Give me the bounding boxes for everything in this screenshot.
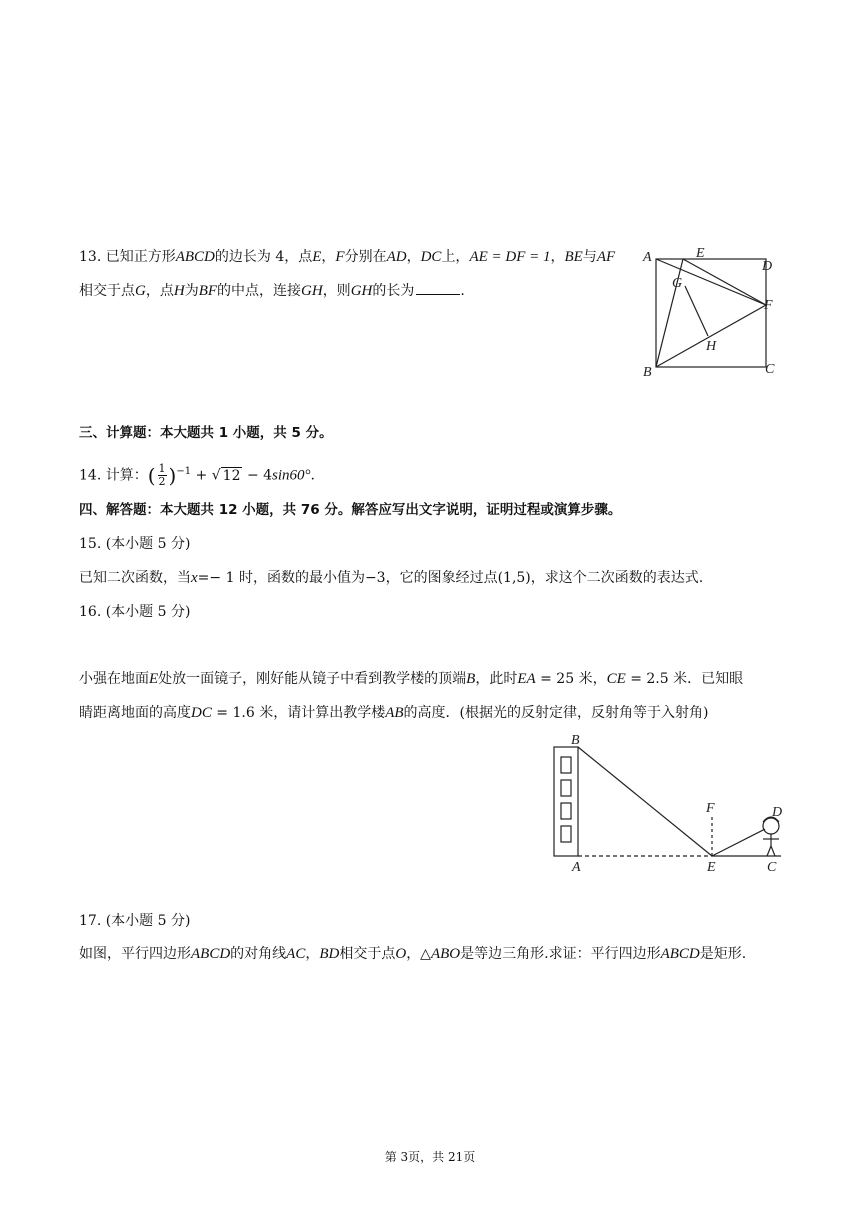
paren-open: (: [147, 463, 156, 488]
text: ，: [406, 249, 421, 265]
text: = 1.6 米，请计算出教学楼: [211, 705, 386, 721]
label-g: G: [672, 276, 683, 291]
text: 的长为: [372, 283, 415, 299]
math-var: G: [135, 283, 146, 299]
text: ，: [305, 946, 320, 962]
q17-head: 17. (本小题 5 分): [79, 913, 191, 929]
text: ，点: [145, 283, 174, 299]
building-window-4: [561, 826, 571, 842]
label-f: F: [706, 801, 715, 816]
label-e: E: [696, 246, 705, 261]
math-var: DC: [420, 249, 442, 265]
sqrt-sign: √: [211, 467, 221, 484]
math-var: AD: [386, 249, 407, 265]
building: [554, 747, 578, 856]
math-var: BE: [564, 249, 583, 265]
text: 是矩形.: [699, 946, 747, 962]
section-3-heading: 三、计算题：本大题共 1 小题，共 5 分。: [79, 425, 333, 441]
text: ，此时: [475, 671, 518, 687]
paren-close: ): [168, 463, 177, 488]
label-a: A: [572, 860, 581, 875]
text: =− 1 时，函数的最小值为−3，它的图象经过点(1,5)，求这个二次函数的表达式.: [197, 570, 704, 586]
q15-head: 15. (本小题 5 分): [79, 536, 191, 552]
text: 的边长为 4，点: [214, 249, 313, 265]
label-c: C: [767, 860, 777, 875]
math-var: AF: [596, 249, 616, 265]
label-h: H: [706, 339, 717, 354]
math-var: F: [335, 249, 345, 265]
text: .: [460, 283, 465, 299]
page-footer: 第 3页，共 21页: [384, 1150, 476, 1164]
math-var: H: [173, 283, 185, 299]
person-leg-left: [767, 846, 771, 856]
q13-line2: [79, 280, 465, 301]
label-a: A: [643, 250, 652, 265]
math-var: E: [149, 671, 159, 687]
sqrt-arg: 12: [222, 467, 241, 484]
text: 处放一面镜子，刚好能从镜子中看到教学楼的顶端: [158, 671, 467, 687]
math-var: ABCD: [175, 249, 215, 265]
ray-be: [578, 747, 712, 856]
math-var: ABO: [430, 946, 461, 962]
label-b: B: [571, 733, 580, 748]
text: 已知二次函数，当: [79, 570, 191, 586]
denominator: 2: [158, 475, 166, 489]
building-window-1: [561, 757, 571, 773]
text: ，△: [406, 946, 431, 962]
math-var: GH: [301, 283, 323, 299]
text: 的高度．(根据光的反射定律，反射角等于入射角): [403, 705, 709, 721]
label-f: F: [764, 298, 773, 313]
q16-mirror-figure: [545, 730, 790, 875]
math-var: EA: [517, 671, 536, 687]
segment-gh: [685, 286, 708, 336]
building-window-3: [561, 803, 571, 819]
section-4-heading: 四、解答题：本大题共 12 小题，共 76 分。解答应写出文字说明，证明过程或演算步骤。: [79, 502, 622, 518]
text: 相交于点: [339, 946, 396, 962]
text: 与: [582, 249, 597, 265]
text: ，则: [322, 283, 351, 299]
building-window-2: [561, 780, 571, 796]
q13-square-figure: [640, 243, 790, 378]
math-var: BD: [319, 946, 340, 962]
text: 相交于点: [79, 283, 135, 299]
text: ，: [321, 249, 336, 265]
answer-blank[interactable]: [416, 280, 460, 295]
q16-line2: [79, 703, 708, 723]
math-var: B: [466, 671, 476, 687]
text: 14. 计算：: [79, 467, 148, 484]
q13-line1: [79, 247, 615, 267]
segment-bf: [656, 305, 766, 367]
math-var: ABCD: [660, 946, 700, 962]
text: 是等边三角形.求证：平行四边形: [460, 946, 661, 962]
q16-line1: [79, 669, 743, 689]
numerator: 1: [158, 462, 166, 476]
math-var: x: [191, 570, 198, 586]
text: = 2.5 米．已知眼: [625, 671, 744, 687]
text: 如图，平行四边形: [79, 946, 191, 962]
text: 的中点，连接: [217, 283, 302, 299]
text: 上，: [441, 249, 470, 265]
person-head: [763, 818, 779, 834]
q17-text: [79, 944, 746, 964]
text: +: [195, 467, 208, 484]
math-expr: AE = DF = 1: [469, 249, 551, 265]
person-leg-right: [771, 846, 775, 856]
text: 睛距离地面的高度: [79, 705, 191, 721]
ray-ed: [712, 829, 765, 856]
segment-ef: [683, 259, 766, 305]
q15-text: [79, 568, 703, 588]
math-var: O: [395, 946, 407, 962]
q14-line: [79, 458, 315, 489]
label-d: D: [772, 805, 783, 820]
math-var: DC: [191, 705, 212, 721]
text: 13. 已知正方形: [79, 249, 176, 265]
math-var: AB: [385, 705, 404, 721]
fraction-one-half: [158, 463, 167, 488]
text: ，: [550, 249, 565, 265]
math-var: BF: [198, 283, 218, 299]
math-var: ABCD: [191, 946, 231, 962]
label-e: E: [707, 860, 716, 875]
label-d: D: [762, 259, 773, 274]
q16-head: 16. (本小题 5 分): [79, 604, 191, 620]
text: 为: [184, 283, 199, 299]
label-c: C: [765, 362, 775, 377]
text: .: [310, 467, 315, 484]
exponent: −1: [176, 466, 192, 477]
math-var: CE: [606, 671, 626, 687]
text: 的对角线: [230, 946, 287, 962]
text: 小强在地面: [79, 671, 149, 687]
text: − 4: [246, 467, 273, 484]
math-var: E: [312, 249, 322, 265]
math-expr: sin60°: [272, 467, 311, 484]
text: 分别在: [344, 249, 387, 265]
label-b: B: [643, 365, 652, 378]
math-var: AC: [286, 946, 306, 962]
text: = 25 米，: [535, 671, 607, 687]
math-var: GH: [350, 283, 373, 299]
